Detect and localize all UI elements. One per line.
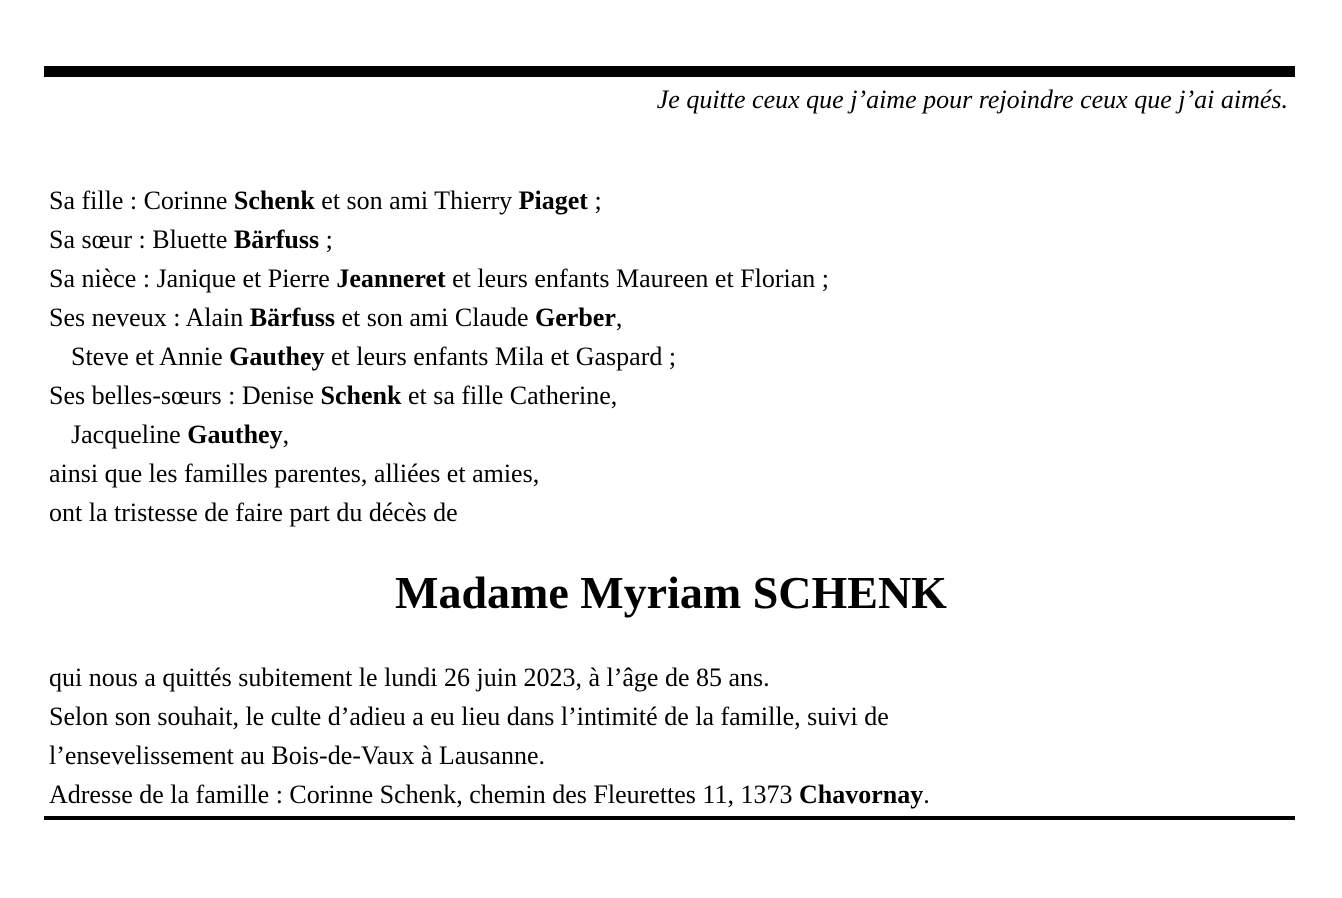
text: et leurs enfants Mila et Gaspard ; [324, 342, 677, 371]
text: et son ami Thierry [314, 186, 519, 215]
ceremony-line: Selon son souhait, le culte d’adieu a eu lieu dans l’intimité de la famille, suivi de [49, 702, 889, 731]
surname: Bärfuss [249, 303, 336, 332]
surname: Schenk [233, 186, 315, 215]
text: , [282, 420, 290, 449]
mourner-line-nephews-continued [49, 338, 829, 377]
text: ; [587, 186, 602, 215]
surname: Schenk [320, 381, 402, 410]
surname: Gerber [535, 303, 616, 332]
text: et leurs enfants Maureen et Florian ; [445, 264, 829, 293]
text: Sa sœur : Bluette [49, 225, 234, 254]
mourner-line-niece [49, 260, 829, 299]
announcement-line: ont la tristesse de faire part du décès de [49, 498, 458, 527]
text: Sa nièce : Janique et Pierre [49, 264, 337, 293]
top-rule [44, 66, 1295, 77]
text: et sa fille Catherine, [401, 381, 618, 410]
text: et son ami Claude [335, 303, 536, 332]
mourner-line-nephews [49, 299, 829, 338]
text: Ses neveux : Alain [49, 303, 250, 332]
surname: Piaget [518, 186, 588, 215]
notice-details [49, 659, 930, 815]
families-line: ainsi que les familles parentes, alliées et amies, [49, 459, 540, 488]
text: . [923, 780, 930, 809]
text: Ses belles-sœurs : Denise [49, 381, 321, 410]
text: Steve et Annie [71, 342, 230, 371]
ceremony-line-continued: l’ensevelissement au Bois-de-Vaux à Lausanne. [49, 741, 546, 770]
mourner-line-daughter [49, 182, 829, 221]
text: Adresse de la famille : Corinne Schenk, chemin des Fleurettes 11, 1373 [49, 780, 799, 809]
bottom-rule [44, 816, 1295, 820]
mourner-line-sisters-in-law [49, 377, 829, 416]
motto: Je quitte ceux que j’aime pour rejoindre ceux que j’ai aimés. [656, 85, 1288, 114]
text: Jacqueline [71, 420, 188, 449]
surname: Bärfuss [233, 225, 320, 254]
mourners-list [49, 182, 829, 533]
family-address-line [49, 776, 930, 815]
passing-line: qui nous a quittés subitement le lundi 26 juin 2023, à l’âge de 85 ans. [49, 663, 770, 692]
surname: Jeanneret [336, 264, 446, 293]
text: Sa fille : Corinne [49, 186, 234, 215]
text: ; [319, 225, 333, 254]
surname: Gauthey [229, 342, 325, 371]
town: Chavornay [798, 780, 924, 809]
mourner-line-sisters-in-law-continued [49, 416, 829, 455]
deceased-name: Madame Myriam SCHENK [395, 567, 947, 618]
surname: Gauthey [187, 420, 283, 449]
mourner-line-sister [49, 221, 829, 260]
text: , [615, 303, 623, 332]
